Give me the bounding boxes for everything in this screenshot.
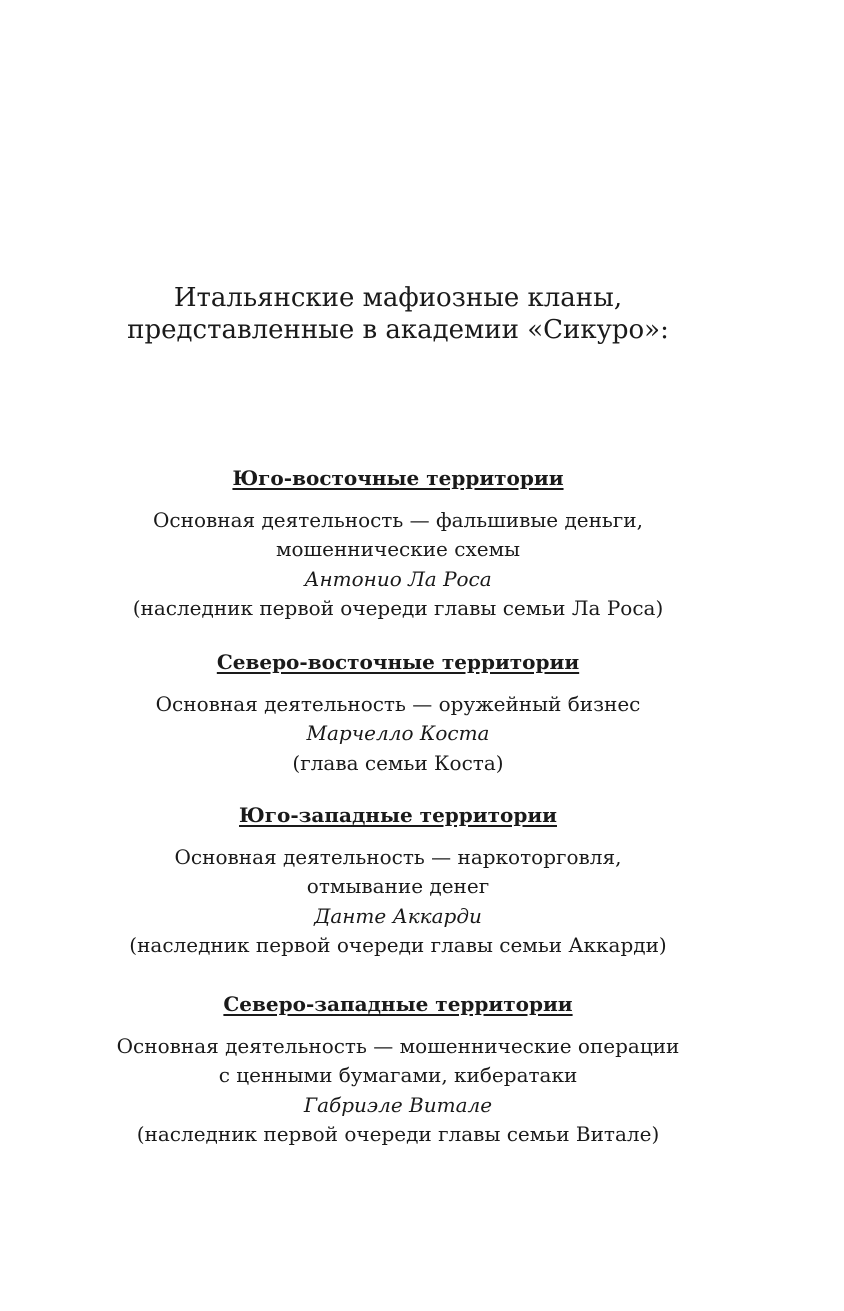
member-role: (наследник первой очереди главы семьи Витале) [136, 1122, 660, 1146]
clan-section-south-west [0, 801, 796, 961]
activity-line: с ценными бумагами, кибератаки [218, 1063, 578, 1087]
member-name: Габриэле Витале [303, 1092, 493, 1117]
activity-line: Основная деятельность — фальшивые деньги, [153, 507, 643, 532]
title-line-2: представленные в академии «Сикуро»: [127, 315, 669, 345]
clan-section-north-east [0, 648, 796, 778]
section-heading: Северо-западные территории [223, 992, 573, 1016]
section-heading: Юго-восточные территории [232, 466, 564, 490]
section-heading: Северо-восточные территории [216, 650, 580, 674]
activity-line: Основная деятельность — оружейный бизнес [155, 691, 641, 716]
clan-section-north-west [0, 990, 796, 1150]
page-title [0, 282, 796, 346]
section-heading: Юго-западные территории [239, 803, 557, 827]
member-name: Данте Аккарди [314, 903, 482, 928]
activity-line: Основная деятельность — наркоторговля, [174, 844, 622, 869]
member-role: (глава семьи Коста) [292, 750, 504, 775]
title-line-1: Итальянские мафиозные кланы, [173, 283, 623, 313]
member-name: Марчелло Коста [306, 721, 490, 745]
activity-line: отмывание денег [306, 874, 490, 898]
activity-line: Основная деятельность — мошеннические операции [116, 1033, 680, 1058]
member-role: (наследник первой очереди главы семьи Аккарди) [129, 933, 667, 957]
clan-section-south-east [0, 464, 796, 624]
activity-line: мошеннические схемы [275, 537, 521, 561]
member-role: (наследник первой очереди главы семьи Ла Роса) [132, 596, 664, 620]
member-name: Антонио Ла Роса [304, 566, 492, 591]
